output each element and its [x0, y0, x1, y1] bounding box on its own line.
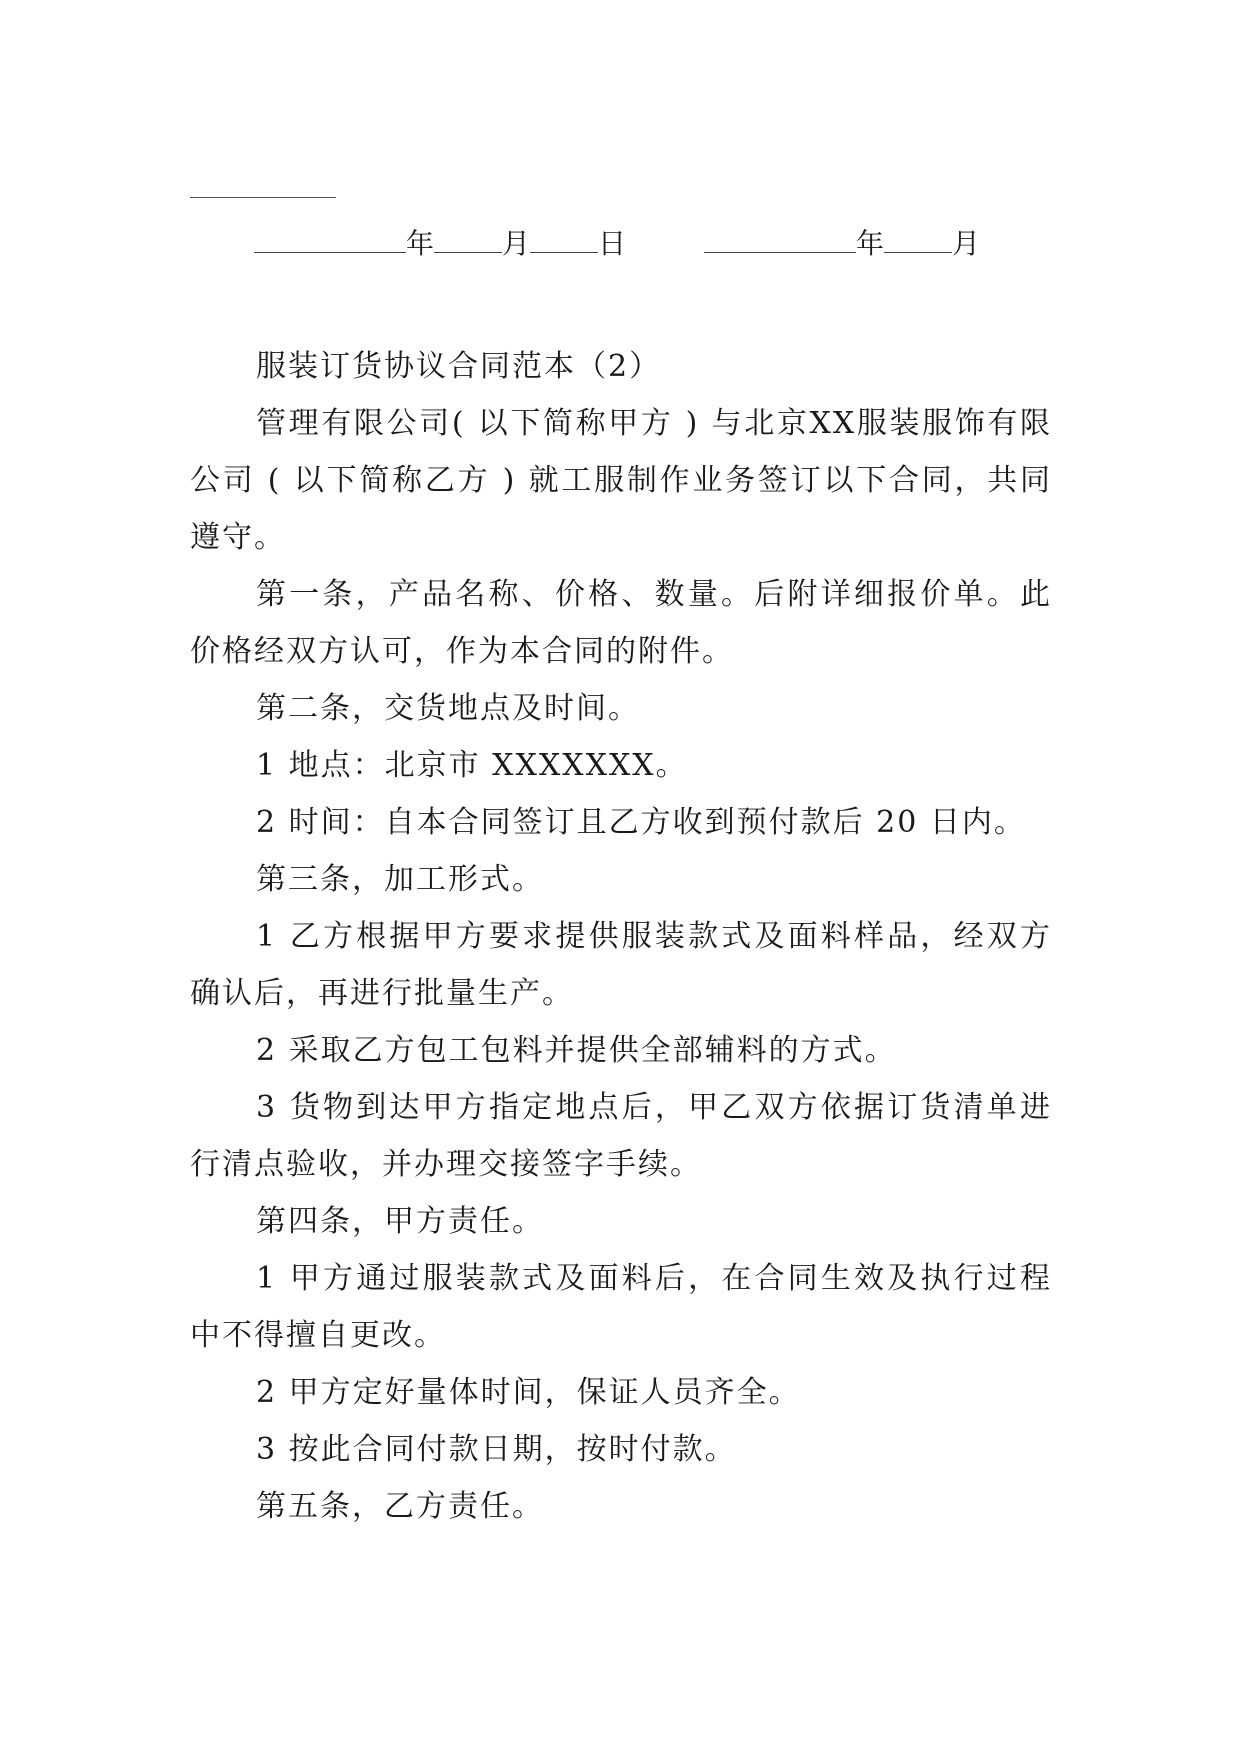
heading-article-3: 第三条，加工形式。 [256, 862, 544, 897]
month-label: 月 [502, 227, 531, 260]
day-label: 日 [598, 227, 627, 260]
document-title: 服装订货协议合同范本（2） [256, 349, 662, 384]
paragraph-article-3-item-3: 3 货物到达甲方指定地点后，甲乙双方依据订货清单进行清点验收，并办理交接签字手续。 [190, 1090, 1052, 1182]
paragraph-article-1: 第一条，产品名称、价格、数量。后附详细报价单。此价格经双方认可，作为本合同的附件。 [190, 577, 1052, 669]
paragraph-article-3-item-2: 2 采取乙方包工包料并提供全部辅料的方式。 [256, 1033, 897, 1068]
date-field-left [254, 222, 626, 262]
month-blank [884, 222, 952, 253]
paragraph-article-2-item-1: 1 地点：北京市 XXXXXXX。 [256, 748, 688, 783]
signature-blank-line [190, 197, 336, 198]
date-field-right [704, 222, 980, 262]
month-label: 月 [952, 227, 981, 260]
paragraph-article-2-item-2: 2 时间：自本合同签订且乙方收到预付款后 20 日内。 [256, 805, 1026, 840]
day-blank [530, 222, 598, 253]
paragraph-article-4-item-2: 2 甲方定好量体时间，保证人员齐全。 [256, 1375, 801, 1410]
year-label: 年 [856, 227, 885, 260]
heading-article-2: 第二条，交货地点及时间。 [256, 691, 640, 726]
heading-article-4: 第四条，甲方责任。 [256, 1204, 544, 1239]
paragraph-article-4-item-1: 1 甲方通过服装款式及面料后，在合同生效及执行过程中不得擅自更改。 [190, 1261, 1052, 1353]
month-blank [434, 222, 502, 253]
paragraph-article-3-item-1: 1 乙方根据甲方要求提供服装款式及面料样品，经双方确认后，再进行批量生产。 [190, 919, 1052, 1011]
year-label: 年 [406, 227, 435, 260]
year-blank [254, 222, 406, 253]
paragraph-article-4-item-3: 3 按此合同付款日期，按时付款。 [256, 1432, 737, 1467]
year-blank [704, 222, 856, 253]
paragraph-intro: 管理有限公司( 以下简称甲方 ) 与北京XX服装服饰有限公司 ( 以下简称乙方 ) 就工服制作业务签订以下合同，共同遵守。 [190, 406, 1052, 555]
heading-article-5: 第五条，乙方责任。 [256, 1489, 544, 1524]
